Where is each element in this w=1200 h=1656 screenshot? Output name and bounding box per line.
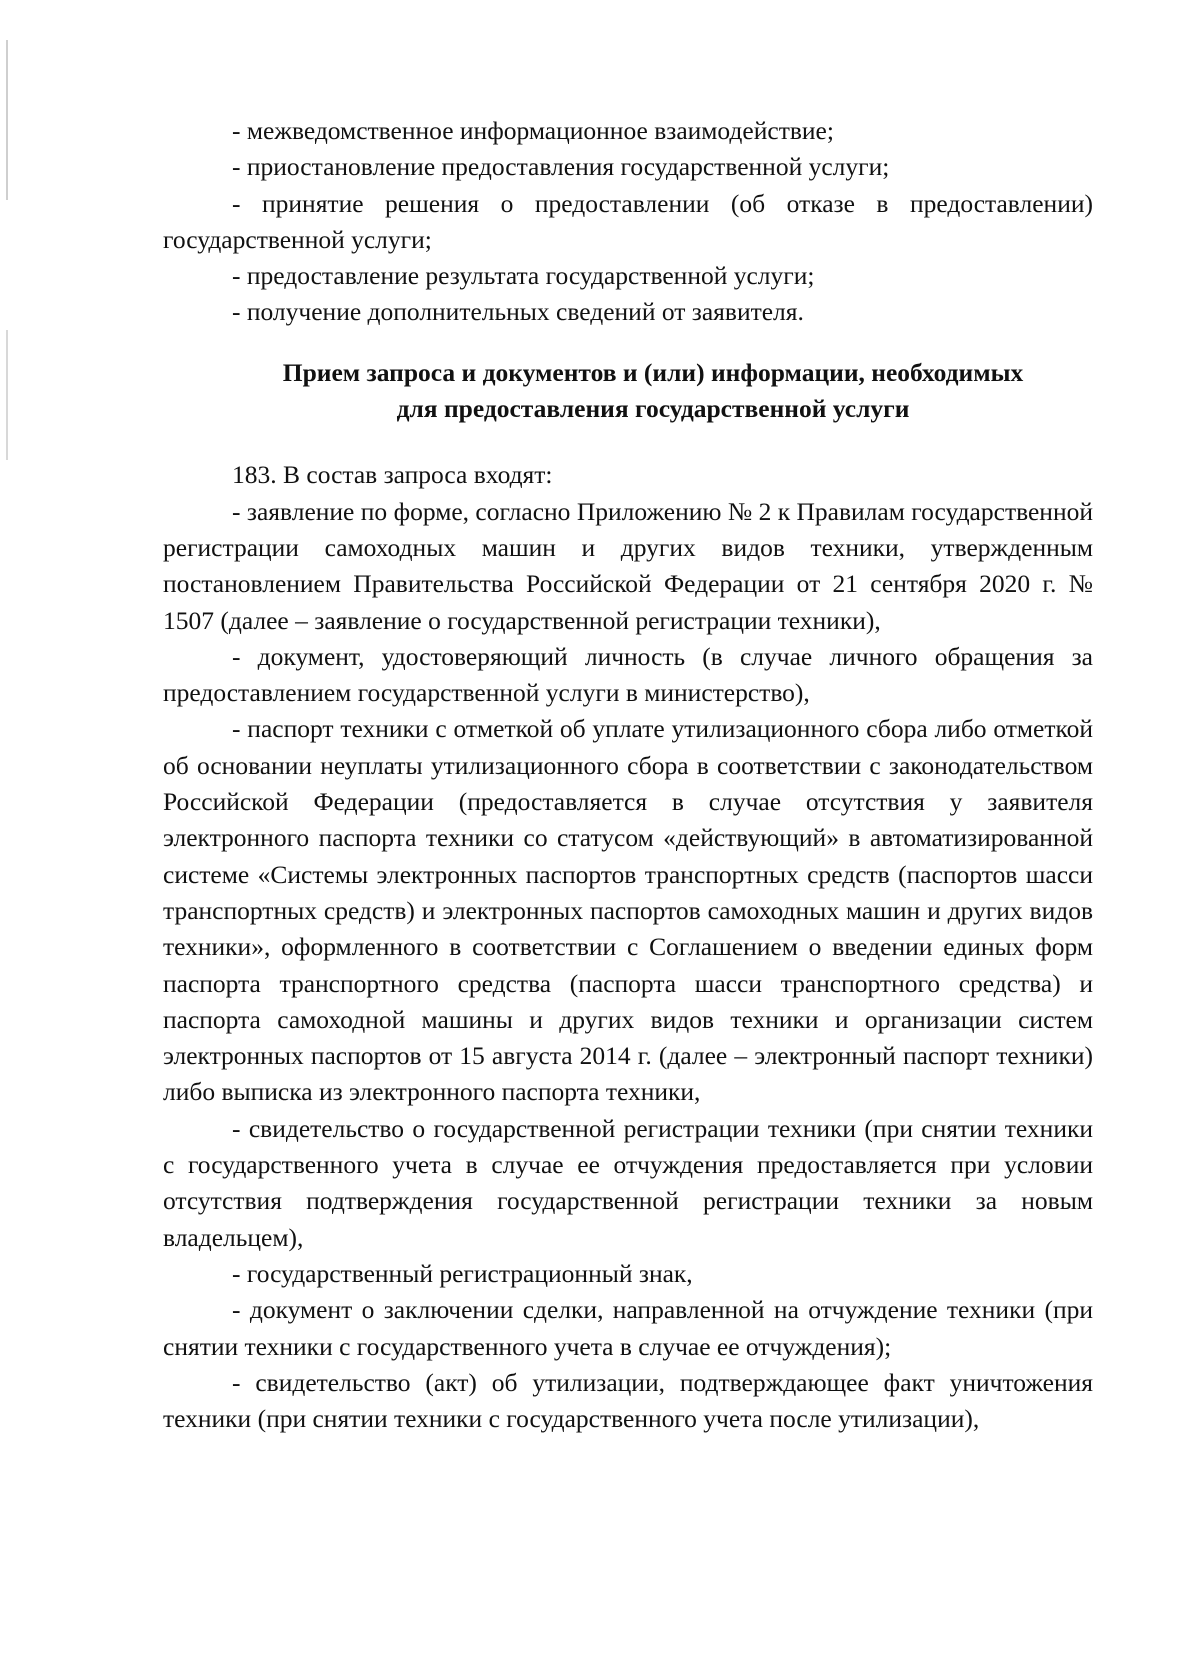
section-heading-line: для предоставления государственной услуги [396,394,910,424]
list-item: - приостановление предоставления государственной услуги; [232,152,890,182]
paragraph: - государственный регистрационный знак, [232,1258,693,1288]
list-item: - межведомственное информационное взаимодействие; [232,116,834,145]
paragraph: - заявление по форме, согласно Приложению № 2 к Правилам государственной регистрации самоходных машин и других видов техники, утвержденным постановлением Правительства Российской Федерации от 21 сентября 2020 г. № 1507 (далее – заявление о государственной регистрации техники), [163,496,1093,635]
scan-edge-mark [6,330,8,460]
paragraph: - документ о заключении сделки, направленной на отчуждение техники (при снятии техники с государственного учета в случае ее отчуждения); [163,1295,1093,1361]
scan-edge-mark [6,40,8,200]
document-body [163,113,1093,1437]
paragraph: - свидетельство (акт) об утилизации, подтверждающее факт уничтожения техники (при снятии техники с государственного учета после утилизации), [163,1367,1093,1434]
paragraph: - свидетельство о государственной регистрации техники (при снятии техники с государственного учета в случае ее отчуждения предоставляется при условии отсутствия подтверждения государственной регистрации техники за новым владельцем), [163,1113,1093,1252]
section-heading-line: Прием запроса и документов и (или) информации, необходимых [282,357,1024,387]
list-item: - предоставление результата государственной услуги; [232,261,815,291]
paragraph: - документ, удостоверяющий личность (в случае личного обращения за предоставлением государственной услуги в министерство), [163,641,1093,708]
list-item: - принятие решения о предоставлении (об отказе в предоставлении) государственной услуги; [163,188,1093,254]
paragraph-clause-183: 183. В состав запроса входят: [232,460,553,490]
section-heading [163,355,1093,428]
paragraph: - паспорт техники с отметкой об уплате утилизационного сбора либо отметкой об основании неуплаты утилизационного сбора в соответствии с законодательством Российской Федерации (предоставляется в случае отсутствия у заявителя электронного паспорта техники со статусом «действующий» в автоматизированной системе «Системы электронных паспортов транспортных средств (паспортов шасси транспортных средств) и электронных паспортов самоходных машин и других видов техники», оформленного в соответствии с Соглашением о введении единых форм паспорта транспортного средства (паспорта шасси транспортного средства) и паспорта самоходной машины и других видов техники и организации систем электронных паспортов от 15 августа 2014 г. (далее – электронный паспорт техники) либо выписка из электронного паспорта техники, [163,714,1093,1107]
list-item: - получение дополнительных сведений от заявителя. [232,297,804,327]
